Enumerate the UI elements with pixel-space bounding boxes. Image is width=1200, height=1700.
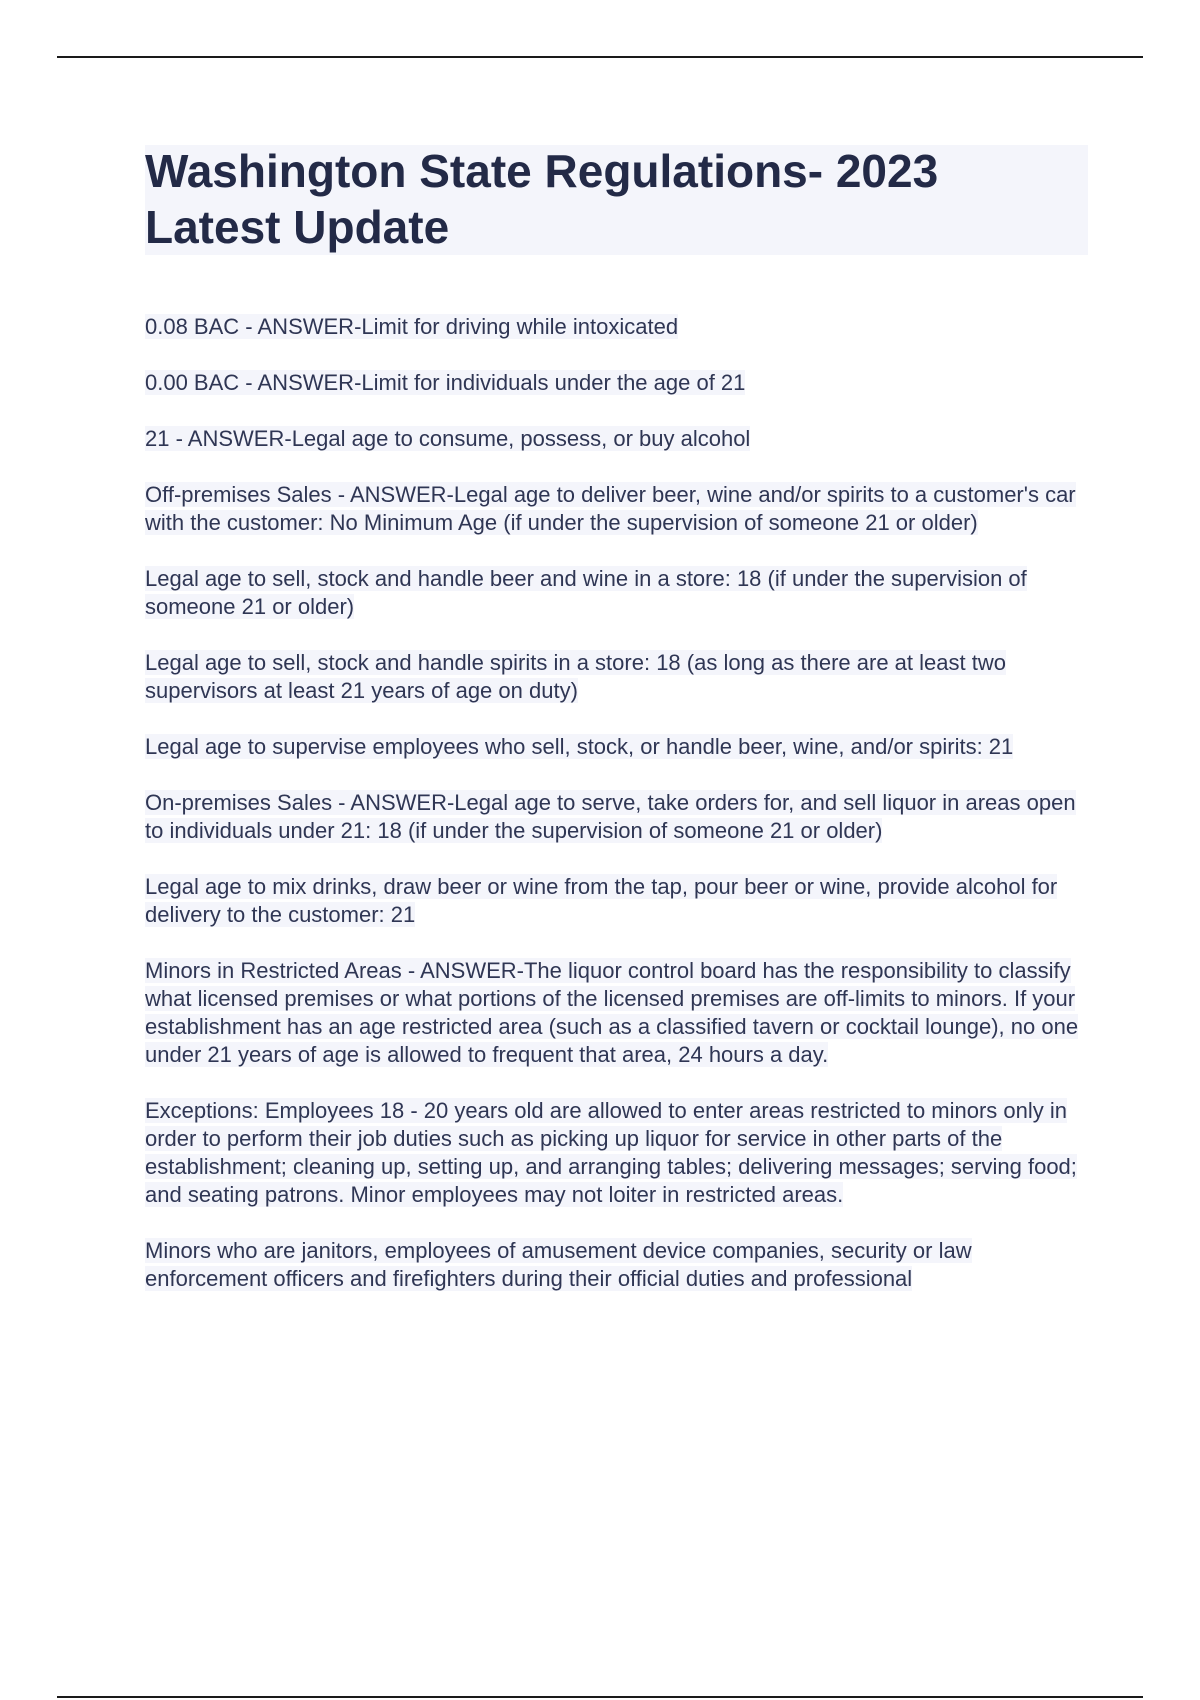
paragraph [145,1237,1095,1293]
page-title-line-2: Latest Update [145,201,450,253]
paragraph-text: Exceptions: Employees 18 - 20 years old are allowed to enter areas restricted to minors only in order to perform their job duties such as picking up liquor for service in other parts of the establishment; cleaning up, setting up, and arranging tables; delivering messages; serving food; and seating patrons. Minor employees may not loiter in restricted areas. [145,1098,1077,1207]
paragraph-text: 21 - ANSWER-Legal age to consume, possess, or buy alcohol [145,426,751,451]
paragraph-text: Legal age to supervise employees who sell, stock, or handle beer, wine, and/or spirits: 21 [145,734,1014,759]
paragraph-text: Minors in Restricted Areas - ANSWER-The liquor control board has the responsibility to classify what licensed premises or what portions of the licensed premises are off-limits to minors. If your establishment has an age restricted area (such as a classified tavern or cocktail lounge), no one under 21 years of age is allowed to frequent that area, 24 hours a day. [145,958,1079,1067]
paragraph [145,481,1095,537]
paragraph [145,733,1095,761]
paragraph-text: Legal age to mix drinks, draw beer or wine from the tap, pour beer or wine, provide alcohol for delivery to the customer: 21 [145,874,1058,927]
paragraph-text: 0.08 BAC - ANSWER-Limit for driving while intoxicated [145,314,679,339]
paragraph-text: Legal age to sell, stock and handle spirits in a store: 18 (as long as there are at least two supervisors at least 21 years of age on duty) [145,650,1006,703]
paragraph [145,873,1095,929]
paragraph [145,565,1095,621]
paragraph [145,425,1095,453]
paragraph [145,789,1095,845]
paragraph-text: Minors who are janitors, employees of amusement device companies, security or law enforcement officers and firefighters during their official duties and professional [145,1238,972,1291]
title-block [145,145,1088,255]
top-divider [57,56,1143,58]
bottom-divider [57,1696,1143,1698]
page-title [145,143,1085,255]
paragraph [145,1097,1095,1209]
paragraph-text: Off-premises Sales - ANSWER-Legal age to deliver beer, wine and/or spirits to a customer's car with the customer: No Minimum Age (if under the supervision of someone 21 or older) [145,482,1076,535]
document-body [145,313,1095,1321]
paragraph [145,369,1095,397]
paragraph [145,649,1095,705]
paragraph [145,957,1095,1069]
paragraph-text: Legal age to sell, stock and handle beer and wine in a store: 18 (if under the supervision of someone 21 or older) [145,566,1027,619]
page-title-line-1: Washington State Regulations- 2023 [145,145,939,197]
paragraph [145,313,1095,341]
paragraph-text: 0.00 BAC - ANSWER-Limit for individuals under the age of 21 [145,370,746,395]
paragraph-text: On-premises Sales - ANSWER-Legal age to serve, take orders for, and sell liquor in areas open to individuals under 21: 18 (if under the supervision of someone 21 or older) [145,790,1076,843]
